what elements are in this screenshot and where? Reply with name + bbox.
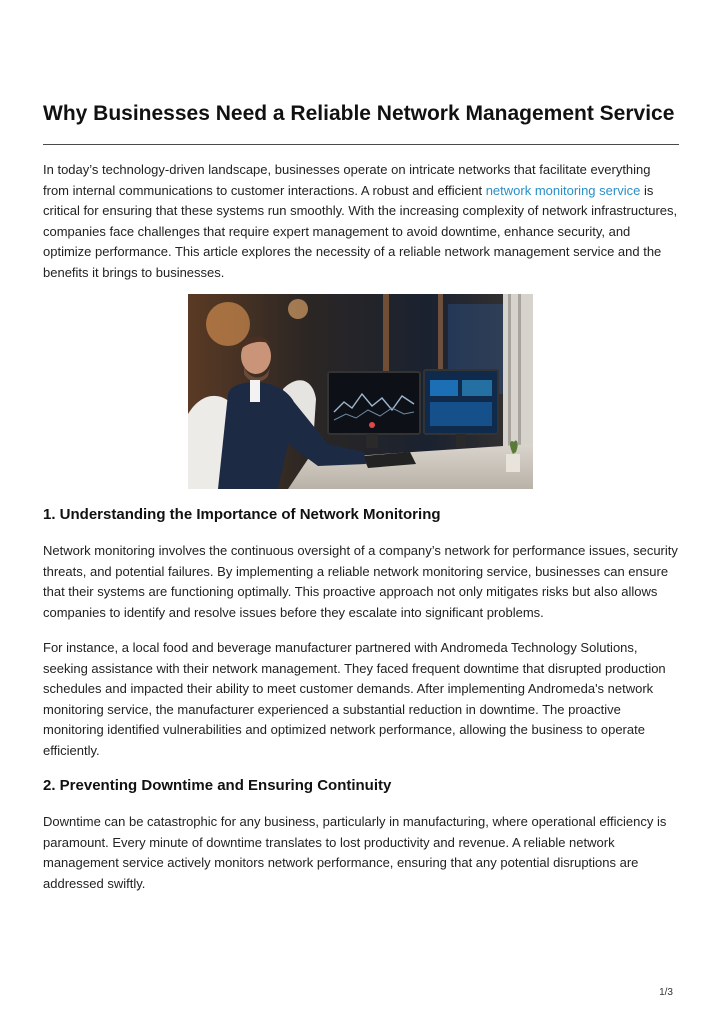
title-divider [43,144,679,145]
section-1-paragraph-2: For instance, a local food and beverage manufacturer partnered with Andromeda Technology Solutions, seeking assistance with their network management. They faced frequent downtime that disrupted production schedules and impacted their ability to meet customer demands. After implementing Andromeda's network monitoring service, the manufacturer experienced a substantial reduction in downtime. The proactive monitoring identified vulnerabilities and optimized network performance, allowing the business to operate efficiently. [43,640,666,758]
section-heading-1: 1. Understanding the Importance of Network Monitoring [43,506,441,523]
intro-text-before: In today’s technology-driven landscape, businesses operate on intricate networks that facilitate everything from internal communications to customer interactions. A robust and efficient [43,162,651,198]
network-monitoring-service-link[interactable]: network monitoring service [485,182,641,198]
page-number: 1/3 [659,987,673,998]
document-page [43,100,679,894]
section-2-paragraph-1: Downtime can be catastrophic for any business, particularly in manufacturing, where operational efficiency is paramount. Every minute of downtime translates to lost productivity and revenue. A reliable network management service actively monitors network performance, ensuring that any potential disruptions are addressed swiftly. [43,814,667,891]
page-title: Why Businesses Need a Reliable Network Management Service [43,102,675,125]
section-heading-2: 2. Preventing Downtime and Ensuring Continuity [43,777,392,794]
office-monitors-photo [188,294,533,489]
intro-text-after: is critical for ensuring that these systems run smoothly. With the increasing complexity of network infrastructures, companies face challenges that require expert management to avoid downtime, enhance security, and optimize performance. This article explores the necessity of a reliable network management service and the benefits it brings to businesses. [43,182,678,280]
section-1-paragraph-1: Network monitoring involves the continuous oversight of a company’s network for performance issues, security threats, and potential failures. By implementing a reliable network monitoring service, businesses can ensure that their systems are functioning optimally. This proactive approach not only mitigates risks but also allows companies to identify and resolve issues before they escalate into significant problems. [43,543,678,620]
intro-paragraph [43,160,679,283]
